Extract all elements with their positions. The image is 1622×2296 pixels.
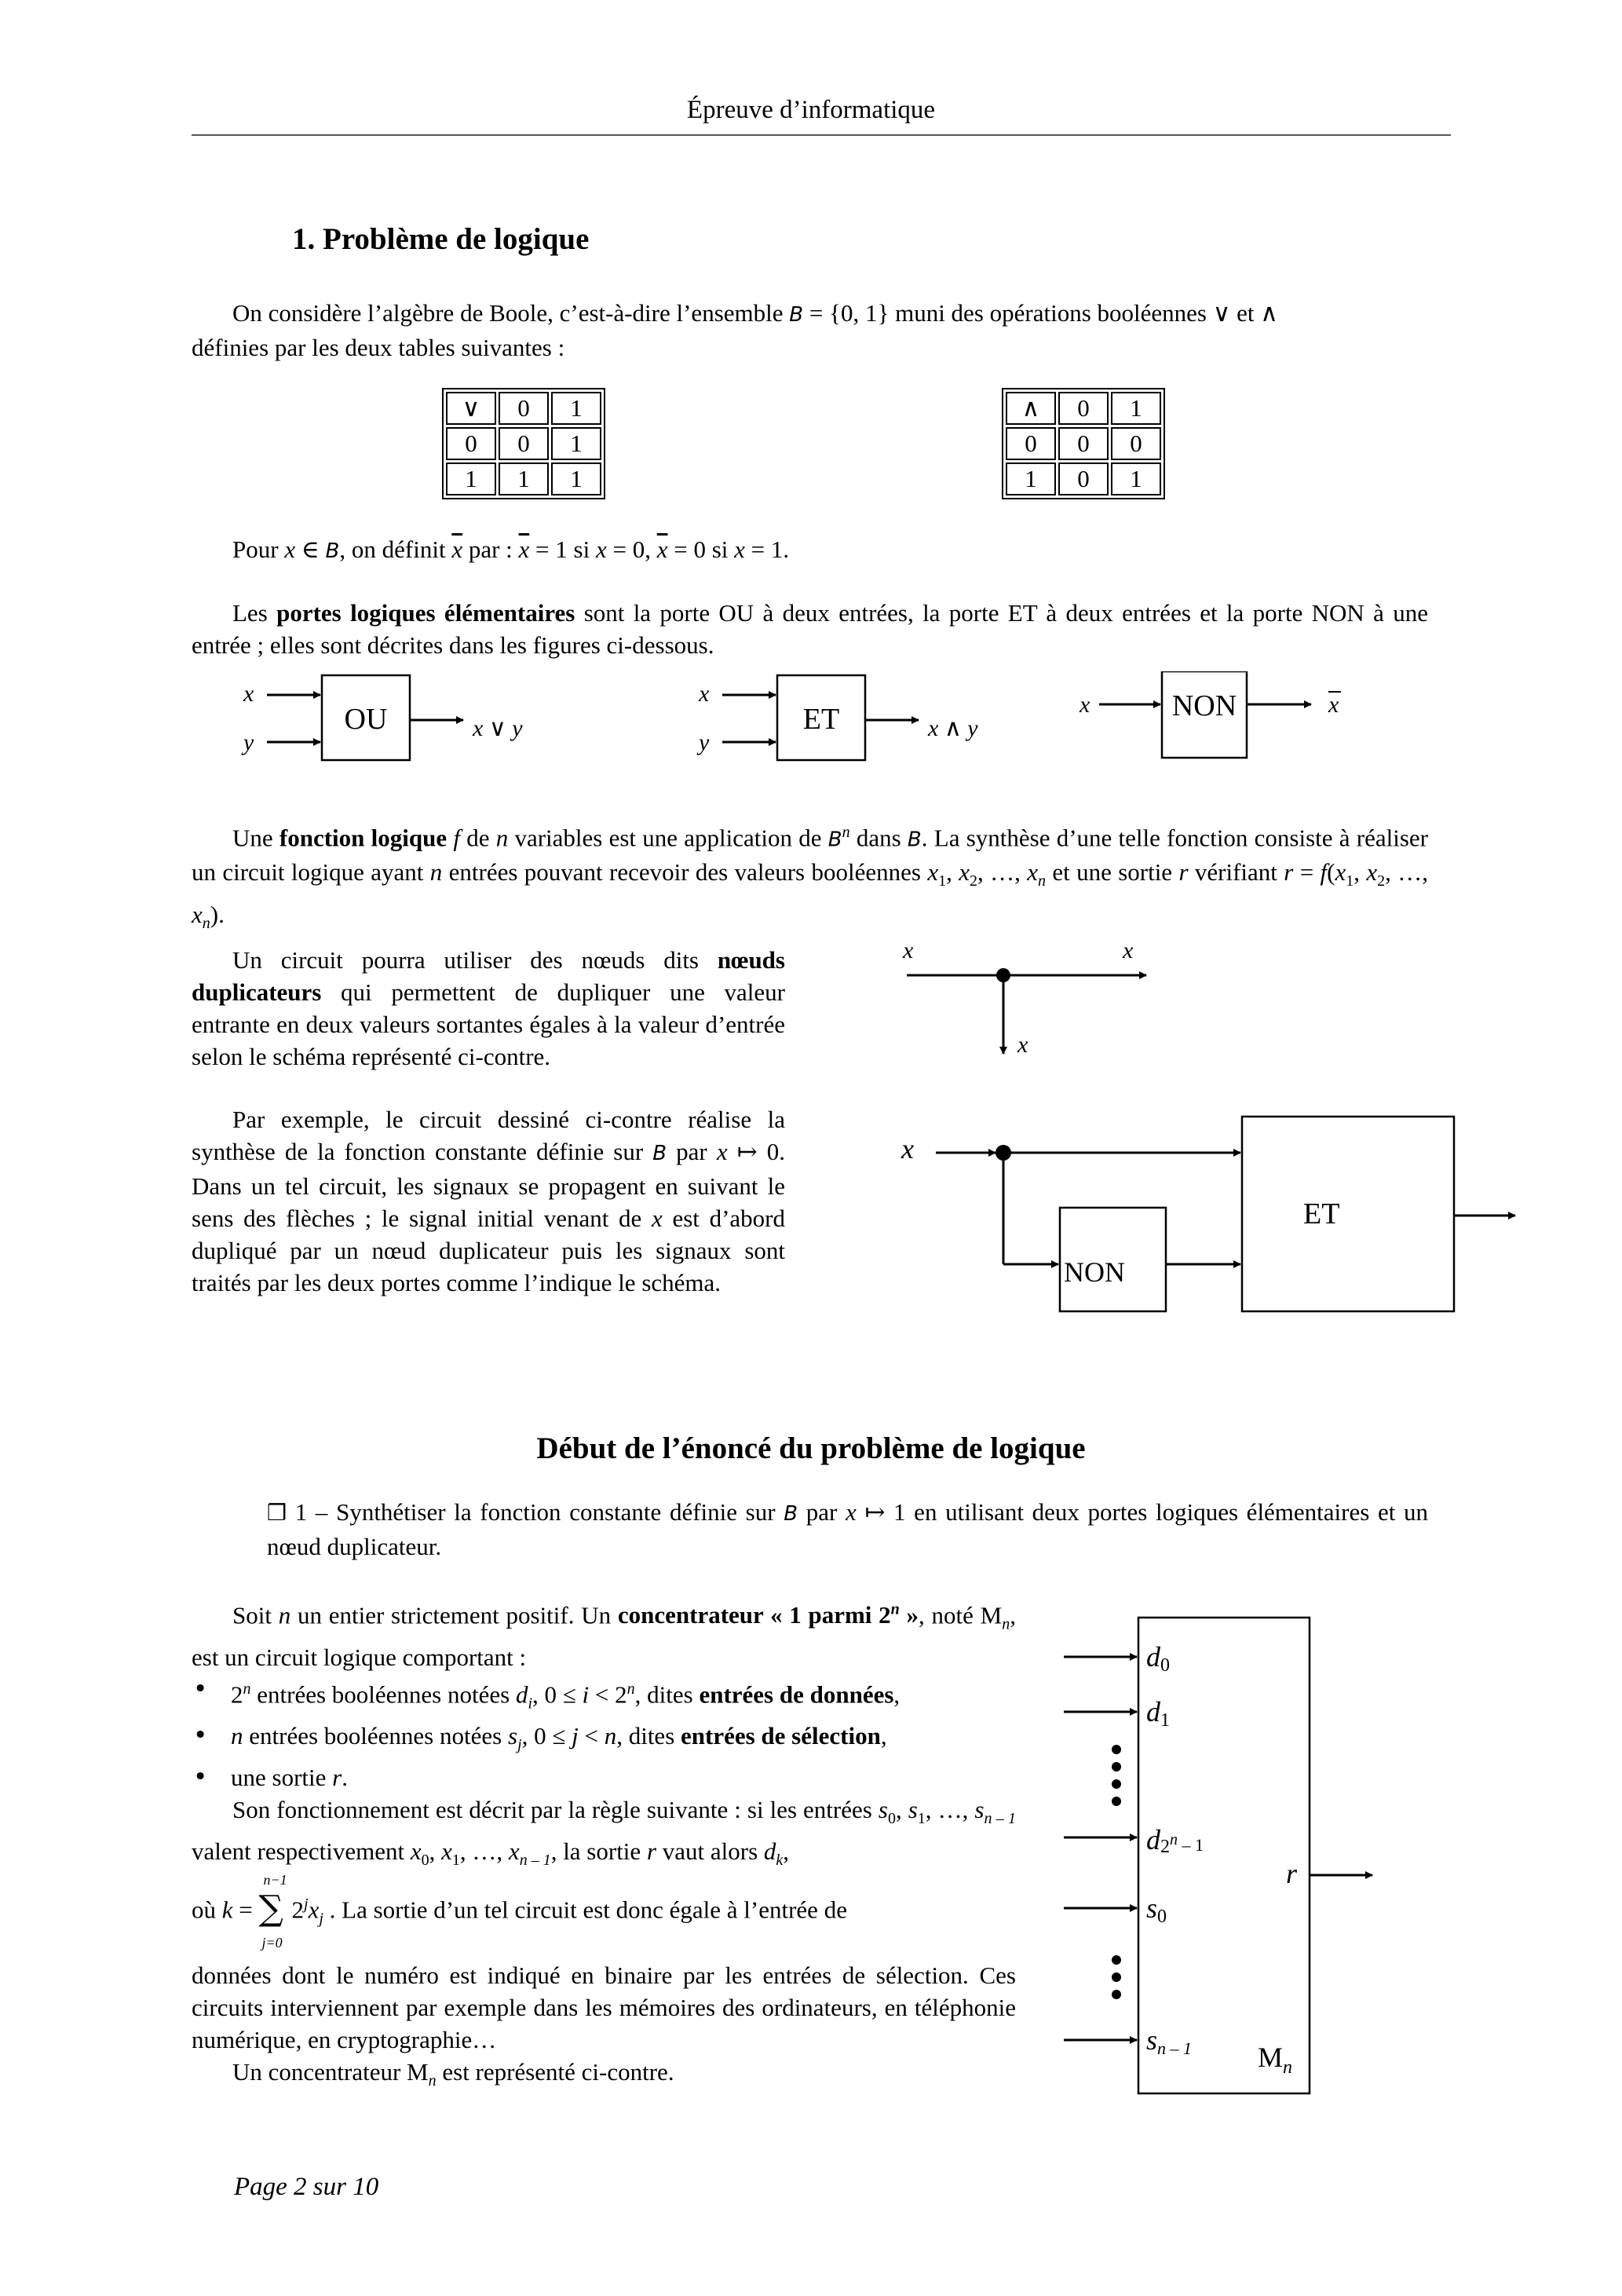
dup-output-down: x — [1017, 1032, 1028, 1058]
example-input: x — [901, 1133, 914, 1164]
duplicator-paragraph: Un circuit pourra utiliser des nœuds dits nœuds duplicateurs qui permettent de dupliquer une valeur entrante en deux valeurs sortantes égales à la valeur d’entrée selon le schéma représenté ci-contre. — [192, 946, 785, 1070]
or-output: x ∨ y — [473, 715, 523, 741]
gate-figures — [228, 671, 1374, 766]
not-output: x — [1328, 692, 1339, 718]
intro-paragraph: On considère l’algèbre de Boole, c’est-à-dire l’ensemble B = {0, 1} muni des opérations booléennes ∨ et ∧ définies par les deux tables suivantes : — [192, 299, 1278, 361]
not-gate-label: NON — [1171, 689, 1237, 722]
and-output: x ∧ y — [928, 715, 978, 741]
output-r: r — [1286, 1858, 1298, 1889]
header-rule — [192, 134, 1451, 136]
gates-paragraph: Les portes logiques élémentaires sont la porte OU à deux entrées, la porte ET à deux entrées et la porte NON à une entrée ; elles sont décrites dans les figures ci-dessous. — [192, 599, 1428, 659]
example-and-gate — [1242, 1117, 1454, 1311]
running-header: Épreuve d’informatique — [686, 96, 936, 124]
sum-formula: où k = n−1 ∑ j=0 $2^jx_j$ . La sortie d’un tel circuit est donc égale à l’entrée de — [192, 1871, 847, 1951]
example-paragraph: Par exemple, le circuit dessiné ci-contre réalise la synthèse de la fonction constante définie sur B par x ↦ 0. Dans un tel circuit, les signaux se propagent en suivant le sens des flèches ; le signal initial venant de x est d’abord dupliqué par un nœud duplicateur puis les signaux sont traités par les deux portes comme l’indique le schéma. — [192, 1106, 785, 1296]
function-paragraph: Une fonction logique f de n variables est une application de $B^n$ dans B. La synthèse d’une telle fonction consiste à réaliser un circuit logique ayant n entrées pouvant recevoir des valeurs booléennes $x_1$, $x_2$, …, $x_n$ et une sortie r vérifiant $r = f(x_1$, $x_2$, …, $x_n$). — [192, 824, 1429, 932]
and-truth-table: ∧ 0 1 0 0 0 1 0 1 — [1002, 388, 1165, 499]
and-gate-label: ET — [802, 703, 840, 736]
concentrator-figure — [1052, 1610, 1413, 2112]
dup-input: x — [903, 938, 914, 963]
list-item: • une sortie r. — [192, 1761, 1016, 1793]
input-d0: d0 — [1146, 1641, 1170, 1676]
list-item: • 2$^n$ entrées booléennes notées $d_i$, $0 \le i < 2^n$, dites entrées de données, — [192, 1673, 1016, 1720]
input-d1: d1 — [1146, 1696, 1170, 1731]
and-input-y: y — [699, 729, 710, 755]
input-d-last: d2$^n$ $_{- 1}$ — [1146, 1824, 1204, 1857]
example-not-label: NON — [1064, 1256, 1125, 1288]
example-and-label: ET — [1303, 1197, 1340, 1230]
problem-subtitle: Début de l’énoncé du problème de logique — [536, 1431, 1086, 1465]
concentrator-text: Soit n un entier strictement positif. Un concentrateur « 1 parmi 2$^n$ », noté $M_n$, est un circuit logique comportant : • 2$^n$ entrées booléennes notées $d_i$, $0 \le i < 2^n$, dites entrées de données, • n entrées booléennes notées $s_j$, 0 ≤ j < n, dites entrées de sélection, • une sortie r. Son fonctionnement est décrit par la règle suivante : si les entrées $s_0$, $s_1$, …, $s_{n - 1}$ valent respectivement $x_0$, $x_1$, …, $x_{n - 1}$, la sortie r vaut alors $d_k$, où k = n−1 ∑ j=0 $2^jx_j$ . La sortie d’un tel circuit est donc égale à l’entrée de données dont le numéro est indiqué en binaire par les entrées de sélection. Ces circuits interviennent par exemple dans les mémoires des ordinateurs, en téléphonie numérique, en cryptographie… Un concentrateur $M_n$ est représenté ci-contre. — [192, 1594, 1016, 2097]
or-input-y: y — [243, 729, 254, 755]
or-gate-label: OU — [344, 703, 388, 736]
negation-definition: Pour x ∈ B, on définit $\overline{x}$ par : $\overline{x} = 1$ si x = 0, $\overline{x} = 0$ si x = 1. — [232, 536, 790, 563]
or-truth-table: ∨ 0 1 0 0 1 1 1 1 — [442, 388, 605, 499]
concentrator-list — [192, 1673, 1016, 1794]
and-input-x: x — [699, 681, 710, 707]
or-input-x: x — [243, 681, 254, 707]
checkbox-icon: ❒ — [267, 1500, 287, 1526]
input-s-last: sn – 1 — [1146, 2024, 1193, 2058]
input-s0: s0 — [1146, 1892, 1167, 1927]
section-title: 1. Problème de logique — [292, 222, 590, 256]
list-item: • n entrées booléennes notées $s_j$, 0 ≤ j < n, dites entrées de sélection, — [192, 1720, 1016, 1761]
example-circuit — [895, 1107, 1523, 1327]
duplicator-figure — [895, 934, 1209, 1076]
concentrator-label: $M_n$ — [1258, 2042, 1293, 2078]
not-input: x — [1080, 692, 1090, 718]
dup-output-right: x — [1123, 938, 1134, 963]
question-1: ❒ 1 – Synthétiser la fonction constante définie sur B par x ↦ 1 en utilisant deux portes logiques élémentaires et un nœud duplicateur. — [267, 1498, 1428, 1560]
page-number: Page 2 sur 10 — [234, 2173, 379, 2201]
